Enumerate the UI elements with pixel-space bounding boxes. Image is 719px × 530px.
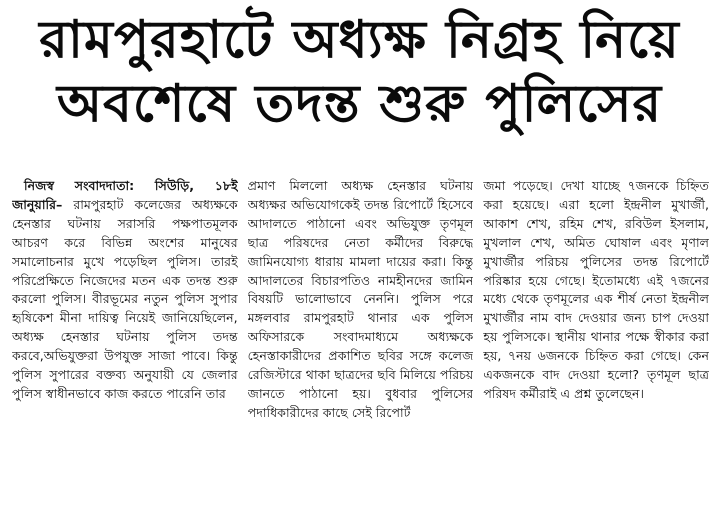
- article-column-1: [12, 177, 238, 527]
- article-column-3: [483, 177, 709, 527]
- headline-line-2: অবশেষে তদন্ত শুরু পুলিসের: [56, 74, 663, 134]
- column-1-text: রামপুরহাট কলেজের অধ্যক্ষকে হেনস্তার ঘটনায় সরাসরি পক্ষপাতমূলক আচরণ করে বিভিন্ন অংশের মানুষের সমালোচনার মুখে পড়েছিল পুলিস। তারই পরিপ্রেক্ষিতে নিজেদের মতন এক তদন্ত শুরু করলো পুলিস। বীরভূমের নতুন পুলিস সুপার হৃষিকেশ মীনা দায়িত্ব নিয়েই জানিয়েছিলেন, অধ্যক্ষ হেনস্তার ঘটনায় পুলিস তদন্ত করবে,অভিযুক্তরা উপযুক্ত সাজা পাবে। কিন্তু পুলিস সুপারের বক্তব্য অনুযায়ী যে জেলার পুলিস স্বাধীনভাবে কাজ করতে পারেনি তার: [12, 196, 238, 401]
- column-2-text: প্রমাণ মিললো অধ্যক্ষ হেনস্তার ঘটনায় অধ্যক্ষর অভিযোগকেই তদন্ত রিপোর্টে হিসেবে আদালতে পাঠানো এবং অভিযুক্ত তৃণমূল ছাত্র পরিষদের নেতা কর্মীদের বিরুদ্ধে জামিনযোগ্য ধারায় মামলা দায়ের করা। কিন্তু আদালতের বিচারপতিও নামহীনদের জামিন বিষয়টি ভালোভাবে নেননি। পুলিস পরে মঙ্গলবার রামপুরহাট থানার এক পুলিস অফিসারকে সংবাদমাধ্যমে অধ্যক্ষকে হেনস্তাকারীদের প্রকাশিত ছবির সঙ্গে কলেজ রেজিস্টারে থাকা ছাত্রদের ছবি মিলিয়ে পরিচয় জানতে পাঠানো হয়। বুধবার পুলিসের পদাধিকারীদের কাছে সেই রিপোর্ট: [247, 178, 474, 420]
- dateline: নিজস্ব সংবাদদাতা: সিউড়ি, ১৮ই জানুয়ারি–: [12, 178, 238, 212]
- headline-line-1: রামপুরহাটে অধ্যক্ষ নিগ্রহ নিয়ে: [39, 10, 680, 70]
- article-body: [12, 177, 709, 527]
- headline: [10, 8, 709, 136]
- column-3-text: জমা পড়েছে। দেখা যাচ্ছে ৭জনকে চিহ্নিত করা হয়েছে। এরা হলো ইন্দ্রনীল মুখার্জী, আকাশ শেখ, রহিম শেখ, রবিউল ইসলাম, মুখলাল শেখ, অমিত ঘোষাল এবং মৃণাল মুখার্জীর পরিচয় পুলিসের তদন্ত রিপোর্টে পরিষ্কার হয়ে গেছে। ইতোমধ্যে এই ৭জনের মধ্যে থেকে তৃণমূলের এক শীর্ষ নেতা ইন্দ্রনীল মুখার্জীর নাম বাদ দেওয়ার জন্য চাপ দেওয়া হয় পুলিসকে। স্থানীয় থানার পক্ষে স্বীকার করা হয়, ৭নয় ৬জনকে চিহ্নিত করা গেছে। কেন একজনকে বাদ দেওয়া হলো? তৃণমূল ছাত্র পরিষদ কর্মীরাই এ প্রশ্ন তুলেছেন।: [483, 178, 710, 401]
- article-column-2: [248, 177, 474, 527]
